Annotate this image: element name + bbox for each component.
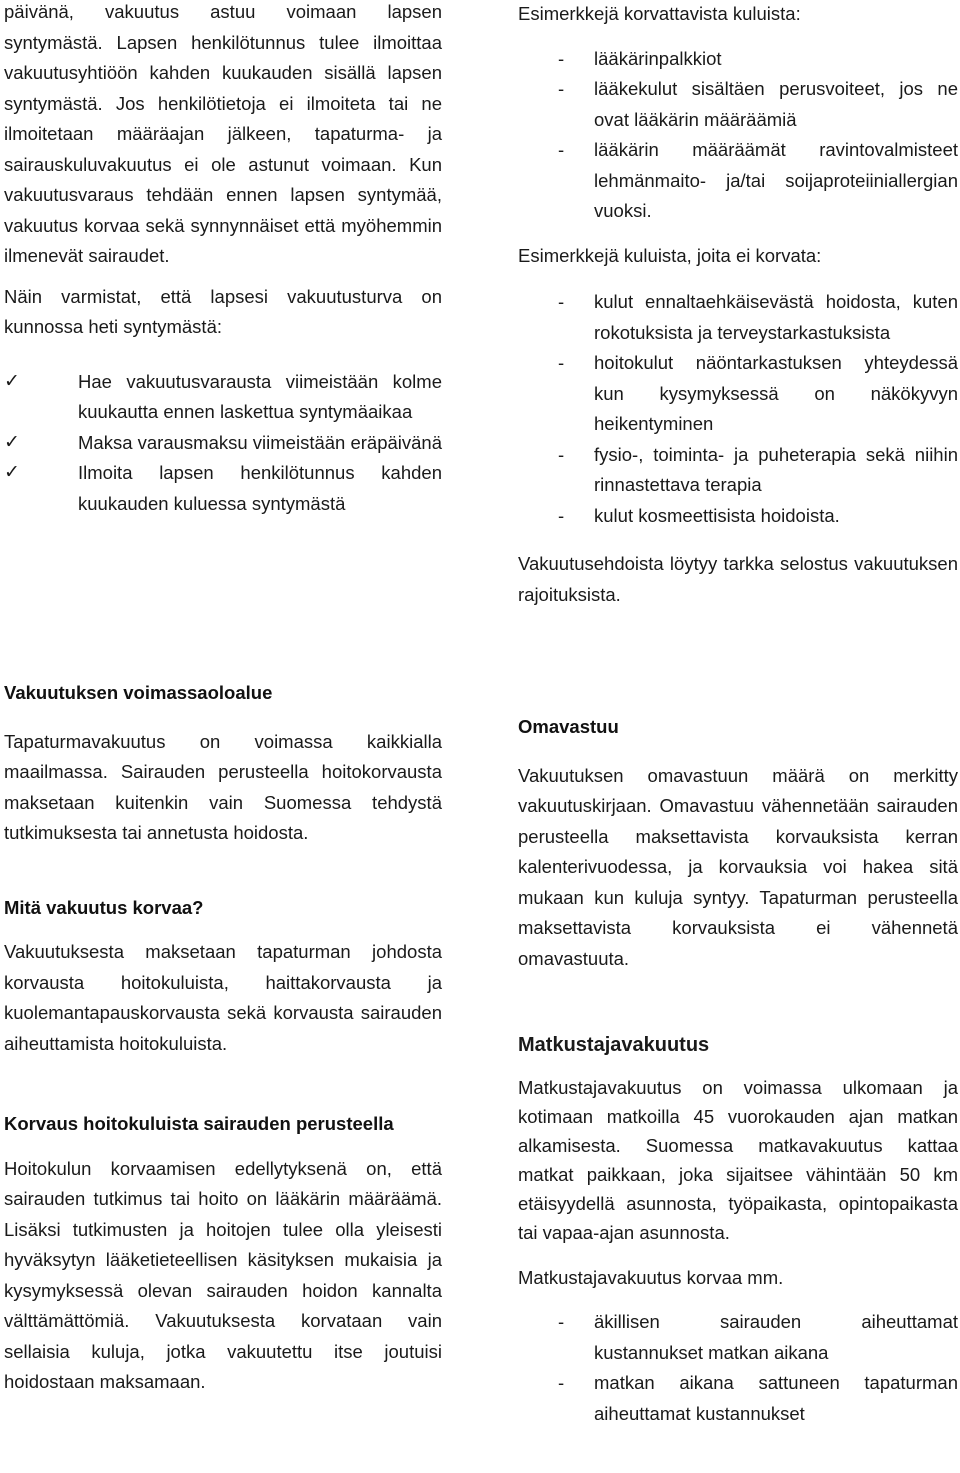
what-covered-heading: Mitä vakuutus korvaa? — [4, 896, 204, 918]
list-item: - kulut kosmeettisista hoidoista. — [558, 504, 840, 526]
covered-costs-list — [518, 44, 958, 227]
illness-costs-heading: Korvaus hoitokuluista sairauden perusteella — [4, 1113, 394, 1134]
deductible-heading: Omavastuu — [518, 716, 619, 737]
check-icon: ✓ — [4, 431, 20, 453]
list-item: - lääkekulut sisältäen perusvoiteet, jos ne ovat lääkärin määräämiä — [558, 78, 958, 130]
validity-area-heading: Vakuutuksen voimassaoloalue — [4, 682, 273, 703]
what-covered-paragraph: Vakuutuksesta maksetaan tapaturman johdosta korvausta hoitokuluista, haittakorvausta ja kuolemantapauskorvausta sekä korvausta sairauden aiheuttamista hoitokuluista. — [4, 941, 442, 1054]
illness-costs-paragraph: Hoitokulun korvaamisen edellytyksenä on, että sairauden tutkimus tai hoito on lääkärin määräämä. Lisäksi tutkimusten ja hoitojen tulee olla yleisesti hyväksytyn lääketieteellisen käsityksen mukaisia ja kysymyksessä olevan sairauden hoidon kannalta välttämättömiä. Vakuutuksesta korvataan vain sellaisia kuluja, jotka vakuutettu itse joutuisi hoidostaan maksamaan. — [4, 1157, 442, 1392]
list-item: - lääkärinpalkkiot — [558, 47, 722, 69]
not-covered-list — [518, 287, 958, 531]
list-item: - äkillisen sairauden aiheuttamat kustannukset matkan aikana — [558, 1311, 958, 1363]
travel-covers-intro: Matkustajavakuutus korvaa mm. — [518, 1266, 784, 1288]
check-icon: ✓ — [4, 462, 20, 483]
list-item: - hoitokulut näöntarkastuksen yhteydessä kun kysymyksessä on näkökyvyn heikentyminen — [558, 352, 958, 434]
deductible-paragraph: Vakuutuksen omavastuun määrä on merkitty vakuutuskirjaan. Omavastuu vähennetään sairauden perusteella maksettavista korvauksista kerran kalenterivuodessa, ja korvauksia voi hakea sitä mukaan kun kuluja syntyy. Tapaturman perusteella maksettavista korvauksista ei vähennetä omavastuuta. — [518, 764, 958, 969]
checklist-item: ✓ Ilmoita lapsen henkilötunnus kahden kuukauden kuluessa syntymästä — [4, 458, 442, 519]
left-bottom-section — [4, 678, 442, 1398]
checklist — [4, 367, 442, 520]
checklist-item: ✓ Maksa varausmaksu viimeistään eräpäivänä — [4, 428, 442, 459]
list-item: - kulut ennaltaehkäisevästä hoidosta, kuten rokotuksista ja terveystarkastuksista — [558, 291, 958, 343]
list-item: - lääkärin määräämät ravintovalmisteet lehmänmaito- ja/tai soijaproteiiniallergian vuoksi. — [558, 139, 958, 221]
checklist-intro: Näin varmistat, että lapsesi vakuutusturva on kunnossa heti syntymästä: — [4, 285, 442, 337]
list-item: - fysio-, toiminta- ja puheterapia sekä niihin rinnastettava terapia — [558, 443, 958, 495]
terms-note: Vakuutusehdoista löytyy tarkka selostus vakuutuksen rajoituksista. — [518, 553, 958, 605]
list-item: - matkan aikana sattuneen tapaturman aiheuttamat kustannukset — [558, 1372, 958, 1424]
not-covered-intro: Esimerkkejä kuluista, joita ei korvata: — [518, 244, 822, 266]
travel-insurance-paragraph: Matkustajavakuutus on voimassa ulkomaan ja kotimaan matkoilla 45 vuorokauden ajan matkan alkamisesta. Suomessa matkavakuutus kattaa matkat paikkaan, joka sijaitsee vähintään 50 km etäisyydellä asunnosta, työpaikasta, opintopaikasta tai vapaa-ajan asunnosta. — [518, 1076, 958, 1243]
covered-costs-intro: Esimerkkejä korvattavista kuluista: — [518, 3, 801, 24]
travel-insurance-heading: Matkustajavakuutus — [518, 1034, 710, 1056]
checklist-item: ✓ Hae vakuutusvarausta viimeistään kolme kuukautta ennen laskettua syntymäaikaa — [4, 367, 442, 428]
child-insurance-paragraph: päivänä, vakuutus astuu voimaan lapsen syntymästä. Lapsen henkilötunnus tulee ilmoittaa vakuutusyhtiöön kahden kuukauden sisällä lapsen syntymästä. Jos henkilötietoja ei ilmoiteta tai ne ilmoitetaan määräajan jälkeen, tapaturma- ja sairauskuluvakuutus ei ole astunut voimaan. Kun vakuutusvaraus tehdään ennen lapsen syntymää, vakuutus korvaa sekä synnynnäiset että myöhemmin ilmenevät sairaudet. — [4, 1, 442, 266]
right-top-section — [518, 0, 958, 610]
left-top-section — [4, 0, 442, 519]
travel-covers-list — [518, 1307, 958, 1429]
right-bottom-section — [518, 712, 958, 1429]
validity-area-paragraph: Tapaturmavakuutus on voimassa kaikkialla maailmassa. Sairauden perusteella hoitokorvausta maksetaan kuitenkin vain Suomessa tehdystä tutkimuksesta tai annetusta hoidosta. — [4, 730, 442, 843]
check-icon: ✓ — [4, 370, 20, 392]
